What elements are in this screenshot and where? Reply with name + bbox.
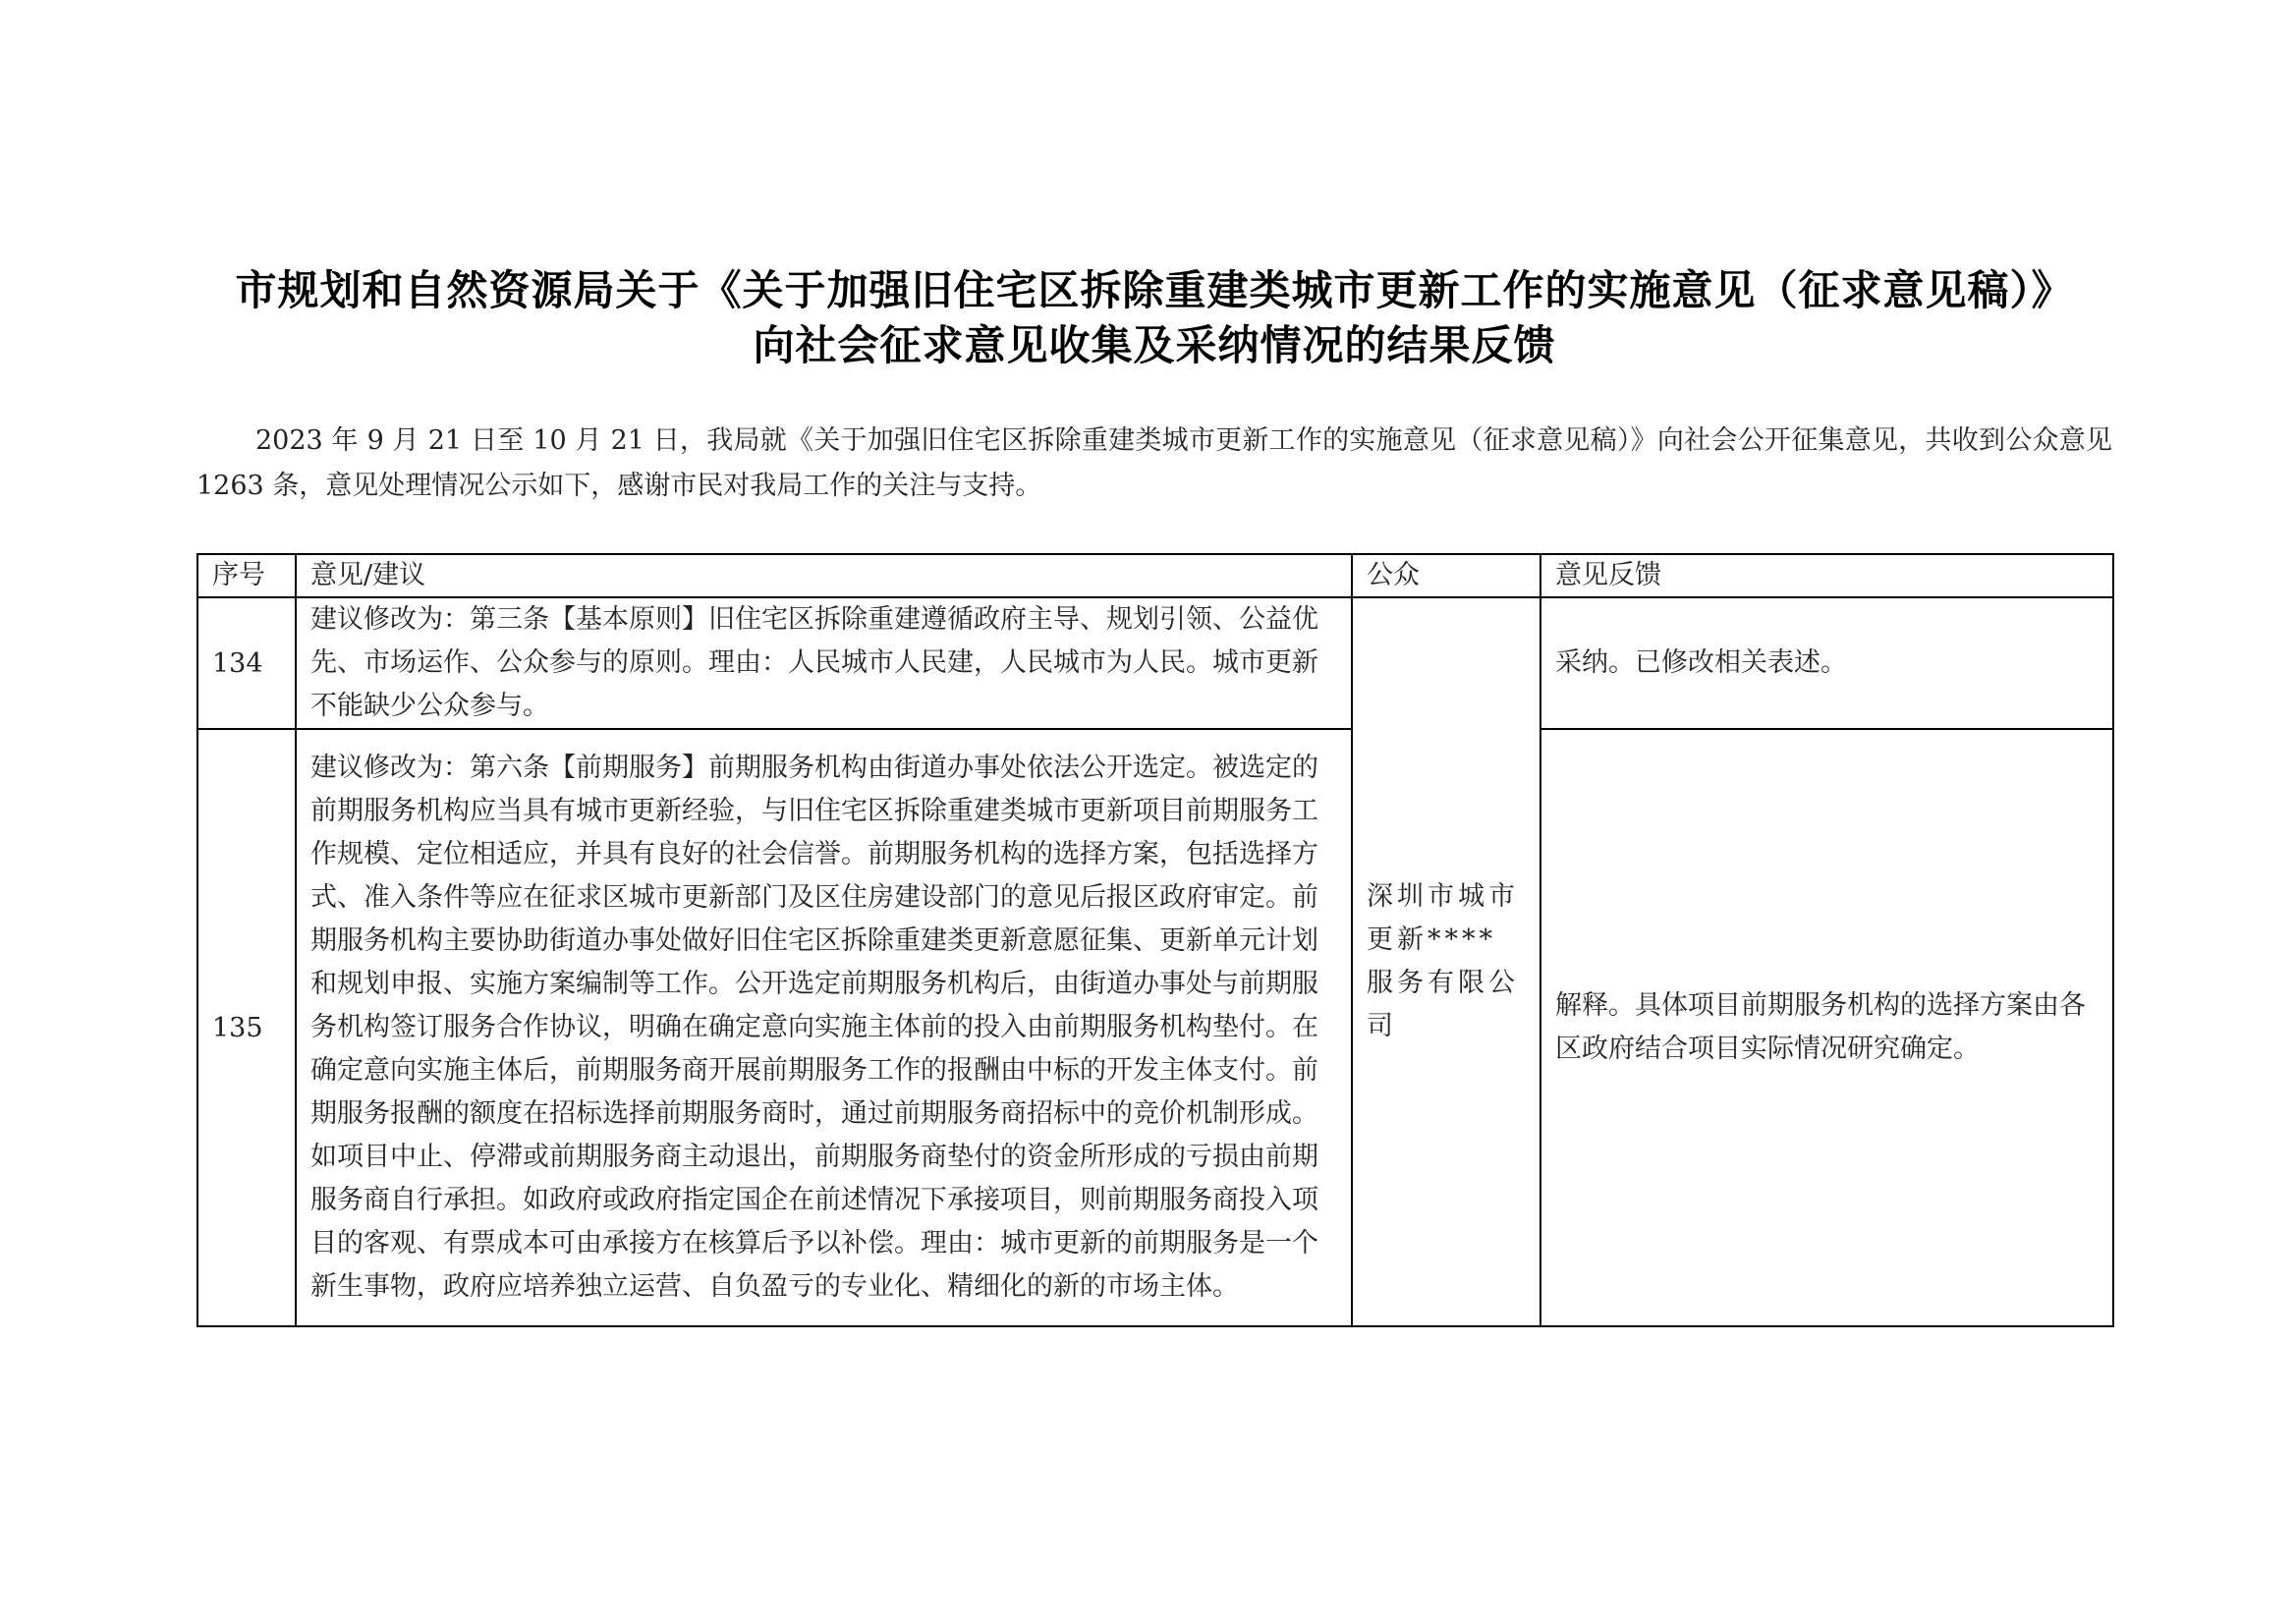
row-feedback: 解释。具体项目前期服务机构的选择方案由各区政府结合项目实际情况研究确定。 <box>1540 729 2113 1326</box>
title-line-2: 向社会征求意见收集及采纳情况的结果反馈 <box>753 321 1556 369</box>
header-no: 序号 <box>197 554 296 597</box>
feedback-table <box>196 553 2114 1327</box>
header-opinion: 意见/建议 <box>296 554 1352 597</box>
table-row <box>197 729 2113 1326</box>
intro-paragraph: 2023 年 9 月 21 日至 10 月 21 日，我局就《关于加强旧住宅区拆除重建类城市更新工作的实施意见（征求意见稿）》向社会公开征集意见，共收到公众意见 1263 条，意见处理情况公示如下，感谢市民对我局工作的关注与支持。 <box>196 425 2112 501</box>
row-number: 134 <box>197 597 296 729</box>
document-page <box>196 0 2112 1623</box>
row-opinion: 建议修改为：第六条【前期服务】前期服务机构由街道办事处依法公开选定。被选定的前期服务机构应当具有城市更新经验，与旧住宅区拆除重建类城市更新项目前期服务工作规模、定位相适应，并具有良好的社会信誉。前期服务机构的选择方案，包括选择方式、准入条件等应在征求区城市更新部门及区住房建设部门的意见后报区政府审定。前期服务机构主要协助街道办事处做好旧住宅区拆除重建类更新意愿征集、更新单元计划和规划申报、实施方案编制等工作。公开选定前期服务机构后，由街道办事处与前期服务机构签订服务合作协议，明确在确定意向实施主体前的投入由前期服务机构垫付。在确定意向实施主体后，前期服务商开展前期服务工作的报酬由中标的开发主体支付。前期服务报酬的额度在招标选择前期服务商时，通过前期服务商招标中的竞价机制形成。如项目中止、停滞或前期服务商主动退出，前期服务商垫付的资金所形成的亏损由前期服务商自行承担。如政府或政府指定国企在前述情况下承接项目，则前期服务商投入项目的客观、有票成本可由承接方在核算后予以补偿。理由：城市更新的前期服务是一个新生事物，政府应培养独立运营、自负盈亏的专业化、精细化的新的市场主体。 <box>296 729 1352 1326</box>
header-feedback: 意见反馈 <box>1540 554 2113 597</box>
row-opinion: 建议修改为：第三条【基本原则】旧住宅区拆除重建遵循政府主导、规划引领、公益优先、市场运作、公众参与的原则。理由：人民城市人民建，人民城市为人民。城市更新不能缺少公众参与。 <box>296 597 1352 729</box>
row-feedback: 采纳。已修改相关表述。 <box>1540 597 2113 729</box>
table-header-row <box>197 554 2113 597</box>
table-row <box>197 597 2113 729</box>
public-submitter: 深圳市城市更新****服务有限公司 <box>1352 597 1540 1326</box>
title-line-1: 市规划和自然资源局关于《关于加强旧住宅区拆除重建类城市更新工作的实施意见（征求意见稿）》 <box>235 266 2074 314</box>
document-title <box>196 263 2112 373</box>
header-public: 公众 <box>1352 554 1540 597</box>
row-number: 135 <box>197 729 296 1326</box>
